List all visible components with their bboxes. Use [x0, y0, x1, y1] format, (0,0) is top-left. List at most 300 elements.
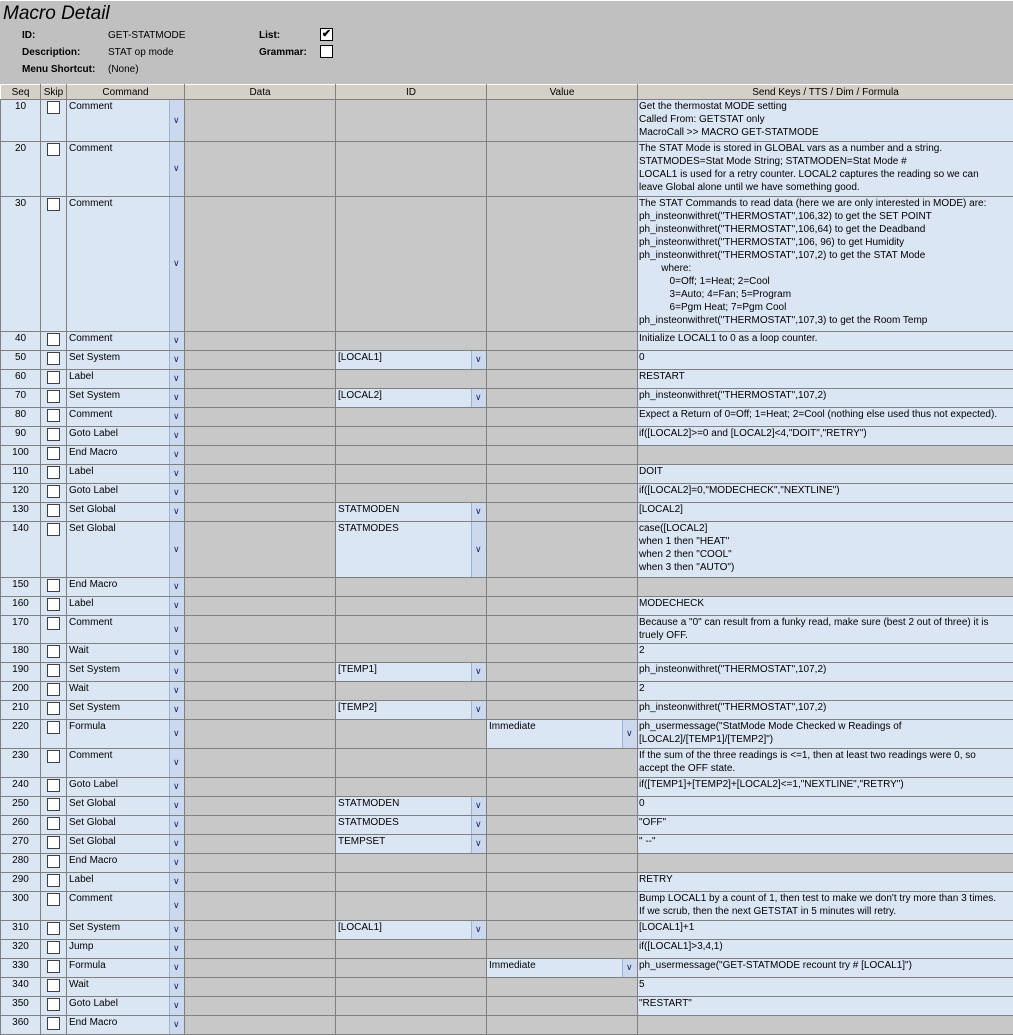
dropdown-button[interactable]: [471, 389, 486, 407]
dropdown-button[interactable]: [471, 835, 486, 853]
skip-checkbox[interactable]: [47, 817, 60, 830]
dropdown-button[interactable]: [169, 644, 184, 662]
dropdown-button[interactable]: [622, 959, 637, 977]
value-cell[interactable]: [487, 389, 638, 408]
value-cell[interactable]: [487, 522, 638, 578]
skip-checkbox[interactable]: [47, 664, 60, 677]
id-cell[interactable]: [336, 332, 487, 351]
table-row[interactable]: [1, 597, 1013, 616]
skip-checkbox[interactable]: [47, 390, 60, 403]
dropdown-button[interactable]: [169, 446, 184, 464]
value-cell[interactable]: [487, 854, 638, 873]
data-cell[interactable]: [185, 446, 336, 465]
data-cell[interactable]: [185, 427, 336, 446]
dropdown-button[interactable]: [169, 616, 184, 643]
skip-checkbox[interactable]: [47, 428, 60, 441]
command-select[interactable]: [67, 332, 185, 351]
command-select[interactable]: [67, 446, 185, 465]
skip-checkbox[interactable]: [47, 333, 60, 346]
data-cell[interactable]: [185, 978, 336, 997]
id-cell[interactable]: [336, 749, 487, 778]
data-cell[interactable]: [185, 616, 336, 644]
send-keys-cell[interactable]: The STAT Commands to read data (here we are only interested in MODE) are: ph_insteonwithret("THERMOSTAT",106,32) to get the SET POINT ph_insteonwithret("THERMOSTAT",106,64) to get the Deadband ph_insteonwithret("THERMOSTAT",106, 96) to get Humidity ph_insteonwithret("THERMOSTAT",107,2) to get the STAT Mode where: 0=Off; 1=Heat; 2=Cool 3=Auto; 4=Fan; 5=Program 6=Pgm Heat; 7=Pgm Cool ph_insteonwithret("THERMOSTAT",107,3) to get the Room Temp: [638, 197, 1013, 332]
send-keys-cell[interactable]: [638, 1016, 1013, 1035]
table-row[interactable]: [1, 197, 1013, 332]
dropdown-button[interactable]: [169, 854, 184, 872]
send-keys-cell[interactable]: if([LOCAL1]>3,4,1): [638, 940, 1013, 959]
table-row[interactable]: [1, 465, 1013, 484]
send-keys-cell[interactable]: ph_usermessage("StatMode Mode Checked w Readings of [LOCAL2]/[TEMP1]/[TEMP2]"): [638, 720, 1013, 749]
dropdown-button[interactable]: [169, 100, 184, 141]
command-select[interactable]: [67, 978, 185, 997]
data-cell[interactable]: [185, 522, 336, 578]
table-row[interactable]: [1, 446, 1013, 465]
table-row[interactable]: [1, 616, 1013, 644]
value-cell[interactable]: [487, 427, 638, 446]
data-cell[interactable]: [185, 701, 336, 720]
command-select[interactable]: [67, 351, 185, 370]
col-header-command[interactable]: Command: [67, 85, 185, 100]
id-cell[interactable]: [336, 644, 487, 663]
command-select[interactable]: [67, 816, 185, 835]
id-cell[interactable]: [336, 778, 487, 797]
dropdown-button[interactable]: [471, 351, 486, 369]
send-keys-cell[interactable]: DOIT: [638, 465, 1013, 484]
dropdown-button[interactable]: [169, 797, 184, 815]
dropdown-button[interactable]: [169, 663, 184, 681]
id-cell[interactable]: [336, 720, 487, 749]
dropdown-button[interactable]: [169, 978, 184, 996]
skip-checkbox[interactable]: [47, 371, 60, 384]
table-row[interactable]: [1, 835, 1013, 854]
table-row[interactable]: [1, 873, 1013, 892]
value-cell[interactable]: [487, 663, 638, 682]
dropdown-button[interactable]: [169, 408, 184, 426]
dropdown-button[interactable]: [169, 332, 184, 350]
command-select[interactable]: [67, 484, 185, 503]
send-keys-cell[interactable]: The STAT Mode is stored in GLOBAL vars as a number and a string. STATMODES=Stat Mode String; STATMODEN=Stat Mode # LOCAL1 is used for a retry counter. LOCAL2 captures the reading so we can leave Global alone until we have something good.: [638, 142, 1013, 197]
command-select[interactable]: [67, 578, 185, 597]
list-checkbox[interactable]: [320, 28, 333, 41]
id-cell[interactable]: [336, 484, 487, 503]
id-cell[interactable]: [336, 663, 487, 682]
command-select[interactable]: [67, 682, 185, 701]
id-cell[interactable]: [336, 978, 487, 997]
dropdown-button[interactable]: [169, 997, 184, 1015]
table-row[interactable]: [1, 959, 1013, 978]
table-row[interactable]: [1, 1016, 1013, 1035]
command-select[interactable]: [67, 663, 185, 682]
dropdown-button[interactable]: [169, 959, 184, 977]
value-cell[interactable]: [487, 978, 638, 997]
value-cell[interactable]: [487, 100, 638, 142]
id-cell[interactable]: [336, 797, 487, 816]
dropdown-button[interactable]: [169, 816, 184, 834]
table-row[interactable]: [1, 408, 1013, 427]
skip-checkbox[interactable]: [47, 779, 60, 792]
command-select[interactable]: [67, 797, 185, 816]
table-row[interactable]: [1, 921, 1013, 940]
id-cell[interactable]: [336, 816, 487, 835]
send-keys-cell[interactable]: case([LOCAL2] when 1 then "HEAT" when 2 then "COOL" when 3 then "AUTO"): [638, 522, 1013, 578]
dropdown-button[interactable]: [169, 484, 184, 502]
id-cell[interactable]: [336, 100, 487, 142]
send-keys-cell[interactable]: 5: [638, 978, 1013, 997]
dropdown-button[interactable]: [169, 873, 184, 891]
command-select[interactable]: [67, 778, 185, 797]
id-cell[interactable]: [336, 597, 487, 616]
dropdown-button[interactable]: [169, 835, 184, 853]
table-row[interactable]: [1, 797, 1013, 816]
id-cell[interactable]: [336, 503, 487, 522]
id-cell[interactable]: [336, 427, 487, 446]
send-keys-cell[interactable]: Bump LOCAL1 by a count of 1, then test to make we don't try more than 3 times. If we scrub, then the next GETSTAT in 5 minutes will retry.: [638, 892, 1013, 921]
data-cell[interactable]: [185, 503, 336, 522]
dropdown-button[interactable]: [169, 578, 184, 596]
send-keys-cell[interactable]: MODECHECK: [638, 597, 1013, 616]
grammar-checkbox[interactable]: [320, 45, 333, 58]
id-cell[interactable]: [336, 940, 487, 959]
send-keys-cell[interactable]: Expect a Return of 0=Off; 1=Heat; 2=Cool (nothing else used thus not expected).: [638, 408, 1013, 427]
data-cell[interactable]: [185, 816, 336, 835]
send-keys-cell[interactable]: [LOCAL1]+1: [638, 921, 1013, 940]
value-cell[interactable]: [487, 921, 638, 940]
table-row[interactable]: [1, 503, 1013, 522]
value-cell[interactable]: [487, 465, 638, 484]
data-cell[interactable]: [185, 644, 336, 663]
skip-checkbox[interactable]: [47, 645, 60, 658]
table-row[interactable]: [1, 142, 1013, 197]
skip-checkbox[interactable]: [47, 979, 60, 992]
dropdown-button[interactable]: [169, 142, 184, 196]
id-cell[interactable]: [336, 921, 487, 940]
value-cell[interactable]: [487, 644, 638, 663]
command-select[interactable]: [67, 522, 185, 578]
id-cell[interactable]: [336, 1016, 487, 1035]
skip-checkbox[interactable]: [47, 617, 60, 630]
dropdown-button[interactable]: [169, 940, 184, 958]
data-cell[interactable]: [185, 484, 336, 503]
value-cell[interactable]: [487, 892, 638, 921]
table-row[interactable]: [1, 940, 1013, 959]
command-select[interactable]: [67, 892, 185, 921]
send-keys-cell[interactable]: [638, 578, 1013, 597]
skip-checkbox[interactable]: [47, 998, 60, 1011]
data-cell[interactable]: [185, 1016, 336, 1035]
send-keys-cell[interactable]: "OFF": [638, 816, 1013, 835]
data-cell[interactable]: [185, 720, 336, 749]
dropdown-button[interactable]: [169, 503, 184, 521]
command-select[interactable]: [67, 408, 185, 427]
id-cell[interactable]: [336, 351, 487, 370]
id-cell[interactable]: [336, 997, 487, 1016]
send-keys-cell[interactable]: if([TEMP1]+[TEMP2]+[LOCAL2]<=1,"NEXTLINE","RETRY"): [638, 778, 1013, 797]
send-keys-cell[interactable]: ph_insteonwithret("THERMOSTAT",107,2): [638, 389, 1013, 408]
value-cell[interactable]: [487, 720, 638, 749]
data-cell[interactable]: [185, 749, 336, 778]
send-keys-cell[interactable]: [638, 446, 1013, 465]
skip-checkbox[interactable]: [47, 941, 60, 954]
data-cell[interactable]: [185, 663, 336, 682]
value-cell[interactable]: [487, 332, 638, 351]
dropdown-button[interactable]: [471, 701, 486, 719]
table-row[interactable]: [1, 484, 1013, 503]
table-row[interactable]: [1, 644, 1013, 663]
value-cell[interactable]: [487, 446, 638, 465]
data-cell[interactable]: [185, 389, 336, 408]
dropdown-button[interactable]: [471, 663, 486, 681]
value-cell[interactable]: [487, 351, 638, 370]
skip-checkbox[interactable]: [47, 960, 60, 973]
dropdown-button[interactable]: [169, 749, 184, 777]
value-cell[interactable]: [487, 997, 638, 1016]
skip-checkbox[interactable]: [47, 922, 60, 935]
id-cell[interactable]: [336, 701, 487, 720]
data-cell[interactable]: [185, 370, 336, 389]
dropdown-button[interactable]: [622, 720, 637, 748]
id-cell[interactable]: [336, 682, 487, 701]
data-cell[interactable]: [185, 197, 336, 332]
id-cell[interactable]: [336, 522, 487, 578]
command-select[interactable]: [67, 749, 185, 778]
table-row[interactable]: [1, 522, 1013, 578]
table-row[interactable]: [1, 816, 1013, 835]
send-keys-cell[interactable]: ph_insteonwithret("THERMOSTAT",107,2): [638, 701, 1013, 720]
data-cell[interactable]: [185, 778, 336, 797]
data-cell[interactable]: [185, 873, 336, 892]
send-keys-cell[interactable]: Because a "0" can result from a funky read, make sure (best 2 out of three) it is truely OFF.: [638, 616, 1013, 644]
table-row[interactable]: [1, 749, 1013, 778]
id-cell[interactable]: [336, 370, 487, 389]
dropdown-button[interactable]: [169, 778, 184, 796]
col-header-data[interactable]: Data: [185, 85, 336, 100]
send-keys-cell[interactable]: [LOCAL2]: [638, 503, 1013, 522]
dropdown-button[interactable]: [169, 701, 184, 719]
data-cell[interactable]: [185, 997, 336, 1016]
dropdown-button[interactable]: [169, 597, 184, 615]
command-select[interactable]: [67, 644, 185, 663]
dropdown-button[interactable]: [471, 816, 486, 834]
table-row[interactable]: [1, 682, 1013, 701]
table-row[interactable]: [1, 578, 1013, 597]
send-keys-cell[interactable]: 2: [638, 682, 1013, 701]
dropdown-button[interactable]: [169, 465, 184, 483]
dropdown-button[interactable]: [169, 892, 184, 920]
value-cell[interactable]: [487, 408, 638, 427]
value-cell[interactable]: [487, 142, 638, 197]
send-keys-cell[interactable]: ph_usermessage("GET-STATMODE recount try # [LOCAL1]"): [638, 959, 1013, 978]
id-cell[interactable]: [336, 616, 487, 644]
value-cell[interactable]: [487, 749, 638, 778]
skip-checkbox[interactable]: [47, 504, 60, 517]
command-select[interactable]: [67, 100, 185, 142]
skip-checkbox[interactable]: [47, 702, 60, 715]
dropdown-button[interactable]: [471, 797, 486, 815]
data-cell[interactable]: [185, 797, 336, 816]
data-cell[interactable]: [185, 408, 336, 427]
col-header-value[interactable]: Value: [487, 85, 638, 100]
data-cell[interactable]: [185, 682, 336, 701]
command-select[interactable]: [67, 940, 185, 959]
col-header-send-keys[interactable]: Send Keys / TTS / Dim / Formula: [638, 85, 1013, 100]
command-select[interactable]: [67, 389, 185, 408]
command-select[interactable]: [67, 465, 185, 484]
id-cell[interactable]: [336, 854, 487, 873]
id-cell[interactable]: [336, 835, 487, 854]
id-cell[interactable]: [336, 892, 487, 921]
data-cell[interactable]: [185, 854, 336, 873]
command-select[interactable]: [67, 873, 185, 892]
skip-checkbox[interactable]: [47, 683, 60, 696]
skip-checkbox[interactable]: [47, 836, 60, 849]
send-keys-cell[interactable]: if([LOCAL2]>=0 and [LOCAL2]<4,"DOIT","RETRY"): [638, 427, 1013, 446]
data-cell[interactable]: [185, 597, 336, 616]
send-keys-cell[interactable]: 0: [638, 351, 1013, 370]
data-cell[interactable]: [185, 578, 336, 597]
skip-checkbox[interactable]: [47, 750, 60, 763]
skip-checkbox[interactable]: [47, 485, 60, 498]
send-keys-cell[interactable]: 2: [638, 644, 1013, 663]
send-keys-cell[interactable]: "RESTART": [638, 997, 1013, 1016]
send-keys-cell[interactable]: RETRY: [638, 873, 1013, 892]
dropdown-button[interactable]: [169, 427, 184, 445]
command-select[interactable]: [67, 835, 185, 854]
id-cell[interactable]: [336, 959, 487, 978]
command-select[interactable]: [67, 197, 185, 332]
dropdown-button[interactable]: [471, 503, 486, 521]
skip-checkbox[interactable]: [47, 798, 60, 811]
value-cell[interactable]: [487, 597, 638, 616]
command-select[interactable]: [67, 503, 185, 522]
table-row[interactable]: [1, 720, 1013, 749]
dropdown-button[interactable]: [169, 351, 184, 369]
send-keys-cell[interactable]: if([LOCAL2]=0,"MODECHECK","NEXTLINE"): [638, 484, 1013, 503]
col-header-seq[interactable]: Seq: [1, 85, 41, 100]
dropdown-button[interactable]: [169, 522, 184, 577]
command-select[interactable]: [67, 997, 185, 1016]
send-keys-cell[interactable]: Get the thermostat MODE setting Called From: GETSTAT only MacroCall >> MACRO GET-STATMODE: [638, 100, 1013, 142]
value-cell[interactable]: [487, 959, 638, 978]
data-cell[interactable]: [185, 142, 336, 197]
send-keys-cell[interactable]: RESTART: [638, 370, 1013, 389]
data-cell[interactable]: [185, 465, 336, 484]
command-select[interactable]: [67, 720, 185, 749]
data-cell[interactable]: [185, 940, 336, 959]
value-cell[interactable]: [487, 616, 638, 644]
dropdown-button[interactable]: [169, 720, 184, 748]
id-cell[interactable]: [336, 465, 487, 484]
data-cell[interactable]: [185, 351, 336, 370]
data-cell[interactable]: [185, 332, 336, 351]
value-cell[interactable]: [487, 940, 638, 959]
id-cell[interactable]: [336, 873, 487, 892]
table-row[interactable]: [1, 854, 1013, 873]
id-cell[interactable]: [336, 408, 487, 427]
table-row[interactable]: [1, 778, 1013, 797]
table-row[interactable]: [1, 978, 1013, 997]
value-cell[interactable]: [487, 835, 638, 854]
command-select[interactable]: [67, 701, 185, 720]
table-row[interactable]: [1, 332, 1013, 351]
command-select[interactable]: [67, 597, 185, 616]
command-select[interactable]: [67, 959, 185, 978]
value-cell[interactable]: [487, 682, 638, 701]
value-cell[interactable]: [487, 197, 638, 332]
table-row[interactable]: [1, 389, 1013, 408]
value-cell[interactable]: [487, 816, 638, 835]
command-select[interactable]: [67, 921, 185, 940]
table-row[interactable]: [1, 370, 1013, 389]
dropdown-button[interactable]: [471, 921, 486, 939]
skip-checkbox[interactable]: [47, 198, 60, 211]
skip-checkbox[interactable]: [47, 409, 60, 422]
value-cell[interactable]: [487, 484, 638, 503]
value-cell[interactable]: [487, 1016, 638, 1035]
data-cell[interactable]: [185, 921, 336, 940]
data-cell[interactable]: [185, 959, 336, 978]
skip-checkbox[interactable]: [47, 466, 60, 479]
value-cell[interactable]: [487, 701, 638, 720]
value-cell[interactable]: [487, 370, 638, 389]
id-cell[interactable]: [336, 142, 487, 197]
command-select[interactable]: [67, 854, 185, 873]
skip-checkbox[interactable]: [47, 101, 60, 114]
id-cell[interactable]: [336, 578, 487, 597]
data-cell[interactable]: [185, 892, 336, 921]
dropdown-button[interactable]: [471, 522, 486, 577]
command-select[interactable]: [67, 370, 185, 389]
value-cell[interactable]: [487, 503, 638, 522]
skip-checkbox[interactable]: [47, 579, 60, 592]
skip-checkbox[interactable]: [47, 598, 60, 611]
id-cell[interactable]: [336, 197, 487, 332]
command-select[interactable]: [67, 616, 185, 644]
id-cell[interactable]: [336, 389, 487, 408]
dropdown-button[interactable]: [169, 921, 184, 939]
skip-checkbox[interactable]: [47, 523, 60, 536]
skip-checkbox[interactable]: [47, 1017, 60, 1030]
skip-checkbox[interactable]: [47, 352, 60, 365]
skip-checkbox[interactable]: [47, 447, 60, 460]
table-row[interactable]: [1, 663, 1013, 682]
col-header-skip[interactable]: Skip: [41, 85, 67, 100]
table-row[interactable]: [1, 427, 1013, 446]
send-keys-cell[interactable]: " --": [638, 835, 1013, 854]
table-row[interactable]: [1, 100, 1013, 142]
value-cell[interactable]: [487, 797, 638, 816]
send-keys-cell[interactable]: If the sum of the three readings is <=1, then at least two readings were 0, so accept the OFF state.: [638, 749, 1013, 778]
dropdown-button[interactable]: [169, 1016, 184, 1034]
send-keys-cell[interactable]: [638, 854, 1013, 873]
send-keys-cell[interactable]: 0: [638, 797, 1013, 816]
id-cell[interactable]: [336, 446, 487, 465]
command-select[interactable]: [67, 427, 185, 446]
table-row[interactable]: [1, 351, 1013, 370]
col-header-id[interactable]: ID: [336, 85, 487, 100]
dropdown-button[interactable]: [169, 370, 184, 388]
value-cell[interactable]: [487, 778, 638, 797]
send-keys-cell[interactable]: Initialize LOCAL1 to 0 as a loop counter.: [638, 332, 1013, 351]
dropdown-button[interactable]: [169, 389, 184, 407]
data-cell[interactable]: [185, 835, 336, 854]
value-cell[interactable]: [487, 873, 638, 892]
command-select[interactable]: [67, 1016, 185, 1035]
skip-checkbox[interactable]: [47, 893, 60, 906]
skip-checkbox[interactable]: [47, 721, 60, 734]
data-cell[interactable]: [185, 100, 336, 142]
table-row[interactable]: [1, 701, 1013, 720]
command-select[interactable]: [67, 142, 185, 197]
